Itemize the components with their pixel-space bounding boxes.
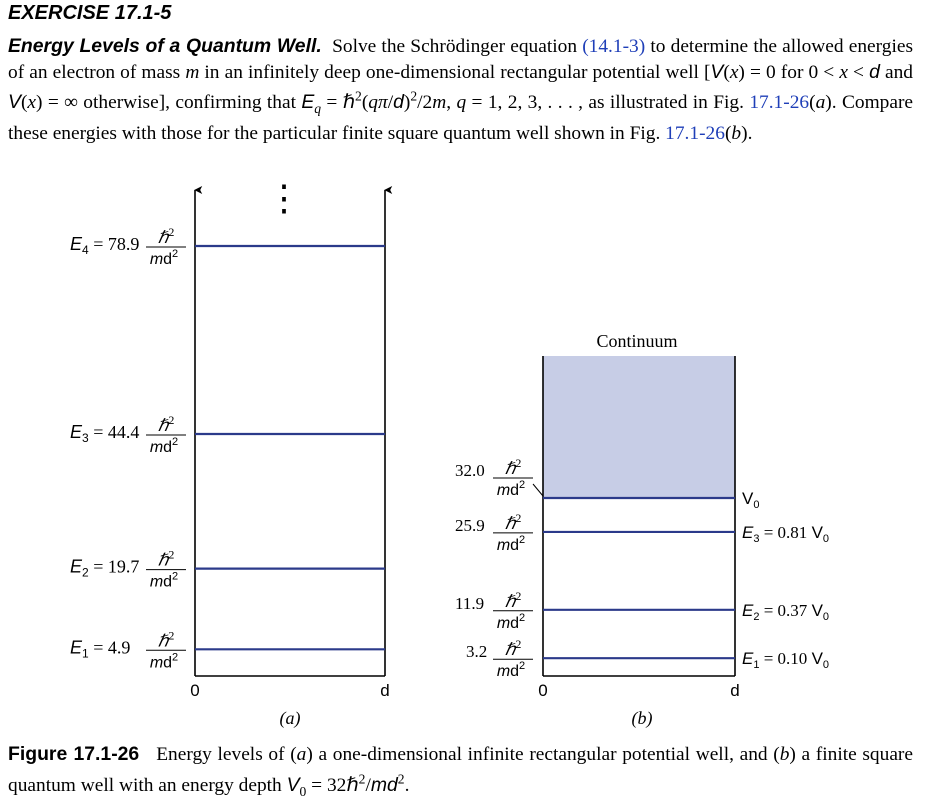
fraction-denominator: $md^2$: [496, 479, 526, 499]
panel-b-label: (b): [631, 708, 653, 728]
exercise-segment: d: [869, 60, 880, 83]
fraction-denominator: $md^2$: [496, 660, 526, 681]
panel-a-level-label-4: $E_4 = 78.9$: [70, 234, 140, 257]
exercise-segment: 2: [355, 89, 362, 104]
panel-b-level-fraction-2: [493, 589, 533, 632]
fraction-denominator: $md^2$: [496, 611, 526, 632]
exercise-segment: ) = ∞ otherwise], confirming that: [36, 92, 302, 114]
panel-a-x0-label: 0: [190, 681, 200, 700]
fraction-denominator: $md^2$: [149, 248, 179, 268]
panel-a: [70, 178, 390, 729]
panel-b-top-value: 32.0: [455, 461, 485, 480]
figure-caption-body: [8, 744, 913, 799]
caption-segment: = 32ℏ: [306, 774, 359, 796]
panel-b-level-fraction-1: [493, 637, 533, 680]
panel-a-level-label-2: $E_2 = 19.7$: [70, 556, 140, 580]
fraction-numerator: ℏ$^2$: [157, 225, 175, 247]
exercise-segment: x: [839, 61, 848, 83]
panel-b-top-fraction: [493, 456, 533, 499]
caption-segment: V: [286, 773, 300, 796]
panel-a-level-fraction-4: [146, 225, 186, 268]
panel-b-level-value-3: 25.9: [455, 515, 485, 535]
exercise-segment: q: [314, 101, 322, 117]
exercise-segment: ).: [741, 122, 753, 144]
exercise-segment: (: [809, 92, 816, 114]
fraction-numerator: ℏ$^2$: [504, 637, 522, 660]
panel-b-level-value-2: 11.9: [455, 593, 485, 613]
panel-b-top-leader: [533, 484, 543, 496]
exercise-segment: and: [879, 61, 913, 83]
caption-segment: ) a finite square quantum well with an energy depth: [8, 744, 913, 796]
exercise-segment: E: [301, 91, 315, 114]
exercise-segment: x: [729, 61, 739, 83]
fraction-numerator: ℏ$^2$: [504, 588, 522, 611]
exercise-segment: to determine the allowed energies of an electron of mass: [8, 36, 913, 83]
panel-a-ellipsis: ⋮: [266, 178, 302, 218]
exercise-segment: <: [847, 61, 870, 83]
exercise-segment: m: [185, 61, 200, 83]
exercise-segment: in an infinitely deep one-dimensional rectangular potential well [: [199, 61, 711, 83]
exercise-segment: /2: [417, 92, 433, 114]
exercise-title: Energy Levels of a Quantum Well.: [8, 35, 322, 57]
exercise-segment: m: [432, 92, 447, 114]
continuum-region: [543, 356, 735, 498]
panel-b-level-value-1: 3.2: [466, 642, 488, 662]
panel-b-v0-label: $V_0$: [742, 489, 760, 511]
caption-segment: md: [370, 773, 398, 796]
exercise-segment: ,: [446, 92, 457, 114]
fraction-denominator: $md^2$: [496, 533, 526, 554]
exercise-segment: x: [27, 92, 37, 114]
panel-a-level-fraction-3: [146, 413, 186, 456]
exercise-segment: (: [724, 122, 732, 144]
figure-caption: [8, 742, 913, 804]
panel-b-level-label-3: $E_3 = 0.81$ $V_0$: [742, 522, 830, 545]
caption-segment: a: [296, 744, 307, 765]
caption-segment: 2: [358, 771, 366, 787]
caption-segment: /: [365, 774, 371, 796]
exercise-heading: EXERCISE 17.1-5: [8, 2, 172, 24]
panel-b-xd-label: d: [730, 681, 740, 700]
exercise-segment: 2: [410, 89, 418, 104]
panel-b-level-fraction-3: [493, 511, 533, 554]
panel-a-level-label-1: $E_1 = 4.9$: [70, 637, 131, 661]
fraction-numerator: ℏ$^2$: [157, 628, 175, 651]
exercise-segment: (: [723, 61, 730, 83]
exercise-segment: = 1, 2, 3, . . . , as illustrated in Fig.: [466, 92, 750, 114]
panel-b: [455, 331, 829, 729]
panel-b-level-label-1: $E_1 = 0.10$ $V_0$: [742, 649, 830, 672]
fraction-numerator: ℏ$^2$: [157, 413, 175, 436]
exercise-segment: V: [8, 91, 21, 114]
exercise-segment[interactable]: 17.1-26: [749, 92, 810, 114]
exercise-segment: V: [710, 60, 724, 83]
fraction-numerator: ℏ$^2$: [504, 510, 522, 533]
caption-segment: b: [779, 744, 790, 765]
exercise-segment: ) = 0 for 0 <: [738, 61, 840, 83]
continuum-label: Continuum: [596, 331, 678, 351]
figure-caption-label: Figure 17.1-26: [8, 743, 140, 765]
panel-a-level-fraction-2: [146, 548, 186, 591]
exercise-segment[interactable]: (14.1-3): [582, 36, 646, 57]
caption-segment: 2: [397, 771, 405, 787]
exercise-segment: Solve the Schrödinger equation: [332, 36, 583, 57]
fraction-numerator: ℏ$^2$: [157, 547, 175, 570]
exercise-segment: (: [20, 92, 28, 114]
panel-a-level-fraction-1: [146, 628, 186, 671]
exercise-segment: b: [731, 122, 742, 144]
panel-b-x0-label: 0: [538, 681, 548, 700]
exercise-segment: ): [403, 92, 411, 114]
exercise-segment: a: [815, 92, 826, 114]
exercise-segment: ). Compare these energies with those for the particular finite square quantum well shown in Fig.: [8, 92, 914, 144]
fraction-denominator: $md^2$: [149, 436, 179, 457]
exercise-segment: (: [361, 92, 369, 114]
fraction-numerator: ℏ$^2$: [504, 456, 522, 478]
exercise-segment: q: [456, 92, 467, 114]
panel-a-level-label-3: $E_3 = 44.4$: [70, 422, 140, 446]
caption-segment: Energy levels of (: [156, 744, 297, 765]
fraction-denominator: $md^2$: [149, 651, 179, 672]
exercise-segment: d: [393, 91, 404, 114]
panel-a-xd-label: d: [380, 681, 390, 700]
panel-a-label: (a): [279, 708, 301, 728]
caption-segment: .: [404, 774, 410, 796]
caption-segment: 0: [299, 783, 307, 799]
caption-segment: ) a one-dimensional infinite rectangular potential well, and (: [306, 744, 780, 765]
exercise-segment: = ℏ: [321, 92, 356, 114]
fraction-denominator: $md^2$: [149, 570, 179, 591]
exercise-segment[interactable]: 17.1-26: [665, 122, 725, 144]
exercise-segment: /: [387, 92, 394, 114]
exercise-segment: qπ: [368, 92, 388, 114]
panel-b-level-label-2: $E_2 = 0.37$ $V_0$: [742, 600, 830, 623]
